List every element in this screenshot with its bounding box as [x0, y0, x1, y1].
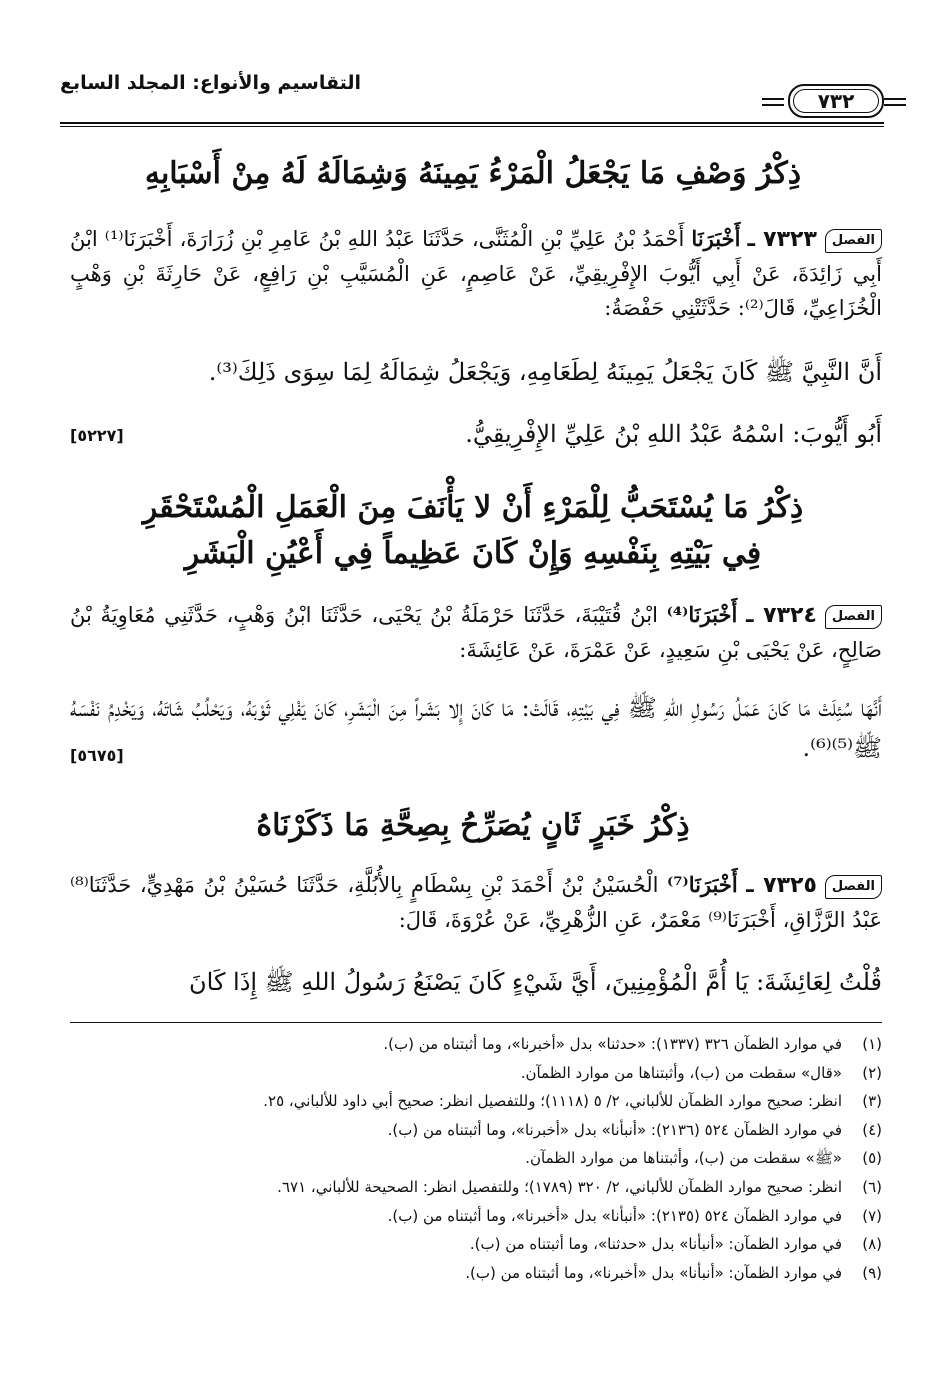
hadith-number: ٧٣٢٣ ـ — [747, 227, 817, 252]
footnote-text: «قال» سقطت من (ب)، وأثبتناها من موارد الظمآن. — [520, 1063, 842, 1082]
footnote — [70, 1173, 882, 1202]
akhbarana: أَخْبَرَنَا⁽⁷⁾ — [666, 872, 738, 897]
hadith-isnad — [70, 222, 882, 325]
footnote-number: (٥) — [862, 1149, 882, 1168]
running-title: التقاسيم والأنواع: المجلد السابع — [60, 72, 362, 94]
hadith-isnad — [70, 598, 882, 667]
hadith-number: ٧٣٢٤ ـ — [746, 603, 817, 628]
footnote-separator — [70, 1022, 882, 1023]
header-ornament — [884, 98, 906, 106]
section-heading: ذِكْرُ خَبَرٍ ثَانٍ يُصَرِّحُ بِصِحَّةِ مَا ذَكَرْنَاهُ — [256, 808, 690, 843]
akhbarana: أَخْبَرَنَا⁽⁴⁾ — [666, 602, 738, 627]
footnote-text: انظر: صحيح موارد الظمآن للألباني، ٢/ ٥ (١١١٨)؛ وللتفصيل انظر: صحيح أبي داود للألباني، ٢٥. — [263, 1092, 842, 1111]
hadith-isnad — [70, 868, 882, 937]
hadith-number: ٧٣٢٥ ـ — [746, 873, 817, 898]
page-number: ٧٣٢ — [788, 84, 884, 118]
footnote-text: «ﷺ» سقطت من (ب)، وأثبتناها من موارد الظمآن. — [525, 1149, 842, 1168]
footnote-text: في موارد الظمآن ٥٢٤ (٢١٣٦): «أنبأنا» بدل «أخبرنا»، وما أثبتناه من (ب). — [387, 1120, 842, 1139]
footnote — [70, 1144, 882, 1173]
footnote-number: (١) — [862, 1035, 882, 1053]
fasl-badge: الفصل — [825, 229, 882, 253]
narrator-note: أَبُو أَيُّوبَ: اسْمُهُ عَبْدُ اللهِ بْنُ عَلِيِّ الإِفْرِيقِيُّ. — [465, 420, 882, 448]
hadith-matn: أَنَّهَا سُئِلَتْ مَا كَانَ عَمَلُ رَسُولِ اللهِ ﷺ فِي بَيْتِهِ، قَالَتْ: مَا كَانَ إِلا بَشَراً مِنَ الْبَشَرِ، كَانَ يَفْلِي ثَوْبَهُ، وَيَحْلُبُ شَاتَهُ، وَيَخْدِمُ نَفْسَهُ ﷺ⁽⁵⁾⁽⁶⁾. — [70, 694, 882, 762]
footnote — [70, 1202, 882, 1231]
footnote — [70, 1230, 882, 1259]
isnad-text: ابْنُ قُتَيْبَةَ، حَدَّثَنَا حَرْمَلَةُ بْنُ يَحْيَى، حَدَّثَنَا ابْنُ وَهْبٍ، حَدَّثَنِي مُعَاوِيَةُ بْنُ صَالِحٍ، عَنْ يَحْيَى بْنِ سَعِيدٍ، عَنْ عَمْرَةَ، عَنْ عَائِشَةَ: — [70, 603, 882, 662]
isnad-text: أَحْمَدُ بْنُ عَلِيِّ بْنِ الْمُثَنَّى، حَدَّثَنَا عَبْدُ اللهِ بْنُ عَامِرِ بْنِ زُرَارَةَ، أَخْبَرَنَا⁽¹⁾ ابْنُ أَبِي زَائِدَةَ، عَنْ أَبِي أَيُّوبَ الإِفْرِيقِيِّ، عَنْ عَاصِمٍ، عَنِ الْمُسَيَّبِ بْنِ رَافِعٍ، عَنْ حَارِثَةَ بْنِ وَهْبٍ الْخُزَاعِيِّ، قَالَ⁽²⁾: حَدَّثَتْنِي حَفْصَةُ: — [70, 227, 882, 320]
section-heading: ذِكْرُ وَصْفِ مَا يَجْعَلُ الْمَرْءُ يَمِينَهُ وَشِمَالَهُ لَهُ مِنْ أَسْبَابِهِ — [144, 156, 802, 191]
footnote — [70, 1259, 882, 1288]
footnote-number: (٢) — [862, 1063, 882, 1082]
footnote — [70, 1059, 882, 1088]
akhbarana: أَخْبَرَنَا — [691, 226, 741, 251]
footnote-number: (٩) — [862, 1263, 882, 1282]
footnote-text: انظر: صحيح موارد الظمآن للألباني، ٢/ ٣٢٠ (١٧٨٩)؛ وللتفصيل انظر: الصحيحة للألباني، ٦٧١. — [277, 1177, 842, 1196]
footnote-text: في موارد الظمآن: «أنبأنا» بدل «حدثنا»، وما أثبتناه من (ب). — [469, 1235, 842, 1254]
isnad-text: الْحُسَيْنُ بْنُ أَحْمَدَ بْنِ بِسْطَامٍ بِالأُبُلَّةِ، حَدَّثَنَا حُسَيْنُ بْنُ مَهْدِيٍّ، حَدَّثَنَا⁽⁸⁾ عَبْدُ الرَّزَّاقِ، أَخْبَرَنَا⁽⁹⁾ مَعْمَرٌ، عَنِ الزُّهْرِيِّ، عَنْ عُرْوَةَ، قَالَ: — [70, 873, 882, 932]
header-rule — [60, 122, 884, 124]
footnote-number: (٣) — [862, 1092, 882, 1111]
section-heading: ذِكْرُ مَا يُسْتَحَبُّ لِلْمَرْءِ أَنْ لا يَأْنَفَ مِنَ الْعَمَلِ الْمُسْتَحْقَرِ — [142, 490, 804, 525]
footnote-number: (٤) — [862, 1120, 882, 1139]
section-heading: فِي بَيْتِهِ بِنَفْسِهِ وَإِنْ كَانَ عَظِيماً فِي أَعْيُنِ الْبَشَرِ — [184, 536, 762, 571]
footnote-text: في موارد الظمآن: «أنبأنا» بدل «أخبرنا»، وما أثبتناه من (ب). — [465, 1263, 842, 1282]
footnotes — [70, 1030, 882, 1287]
footnote-number: (٦) — [862, 1177, 882, 1196]
header-rule — [60, 126, 884, 127]
footnote-text: في موارد الظمآن ٥٢٤ (٢١٣٥): «أنبأنا» بدل «أخبرنا»، وما أثبتناه من (ب). — [387, 1206, 842, 1225]
header-ornament — [762, 98, 784, 106]
hadith-matn: قُلْتُ لِعَائِشَةَ: يَا أُمَّ الْمُؤْمِنِينَ، أَيَّ شَيْءٍ كَانَ يَصْنَعُ رَسُولُ اللهِ ﷺ إِذَا كَانَ — [189, 968, 882, 996]
footnote-number: (٧) — [862, 1206, 882, 1225]
footnote-number: (٨) — [862, 1235, 882, 1254]
page-header — [60, 72, 884, 124]
fasl-badge: الفصل — [825, 875, 882, 899]
footnote — [70, 1030, 882, 1059]
hadith-matn: أَنَّ النَّبِيَّ ﷺ كَانَ يَجْعَلُ يَمِينَهُ لِطَعَامِهِ، وَيَجْعَلُ شِمَالَهُ لِمَا سِوَى ذَلِكَ⁽³⁾. — [208, 358, 882, 386]
footnote — [70, 1116, 882, 1145]
footnote — [70, 1087, 882, 1116]
fasl-badge: الفصل — [825, 605, 882, 629]
reference-number: [٥٢٢٧] — [70, 426, 124, 445]
reference-number: [٥٦٧٥] — [70, 746, 124, 765]
footnote-text: في موارد الظمآن ٣٢٦ (١٣٣٧): «حدثنا» بدل «أخبرنا»، وما أثبتناه من (ب). — [383, 1035, 842, 1053]
